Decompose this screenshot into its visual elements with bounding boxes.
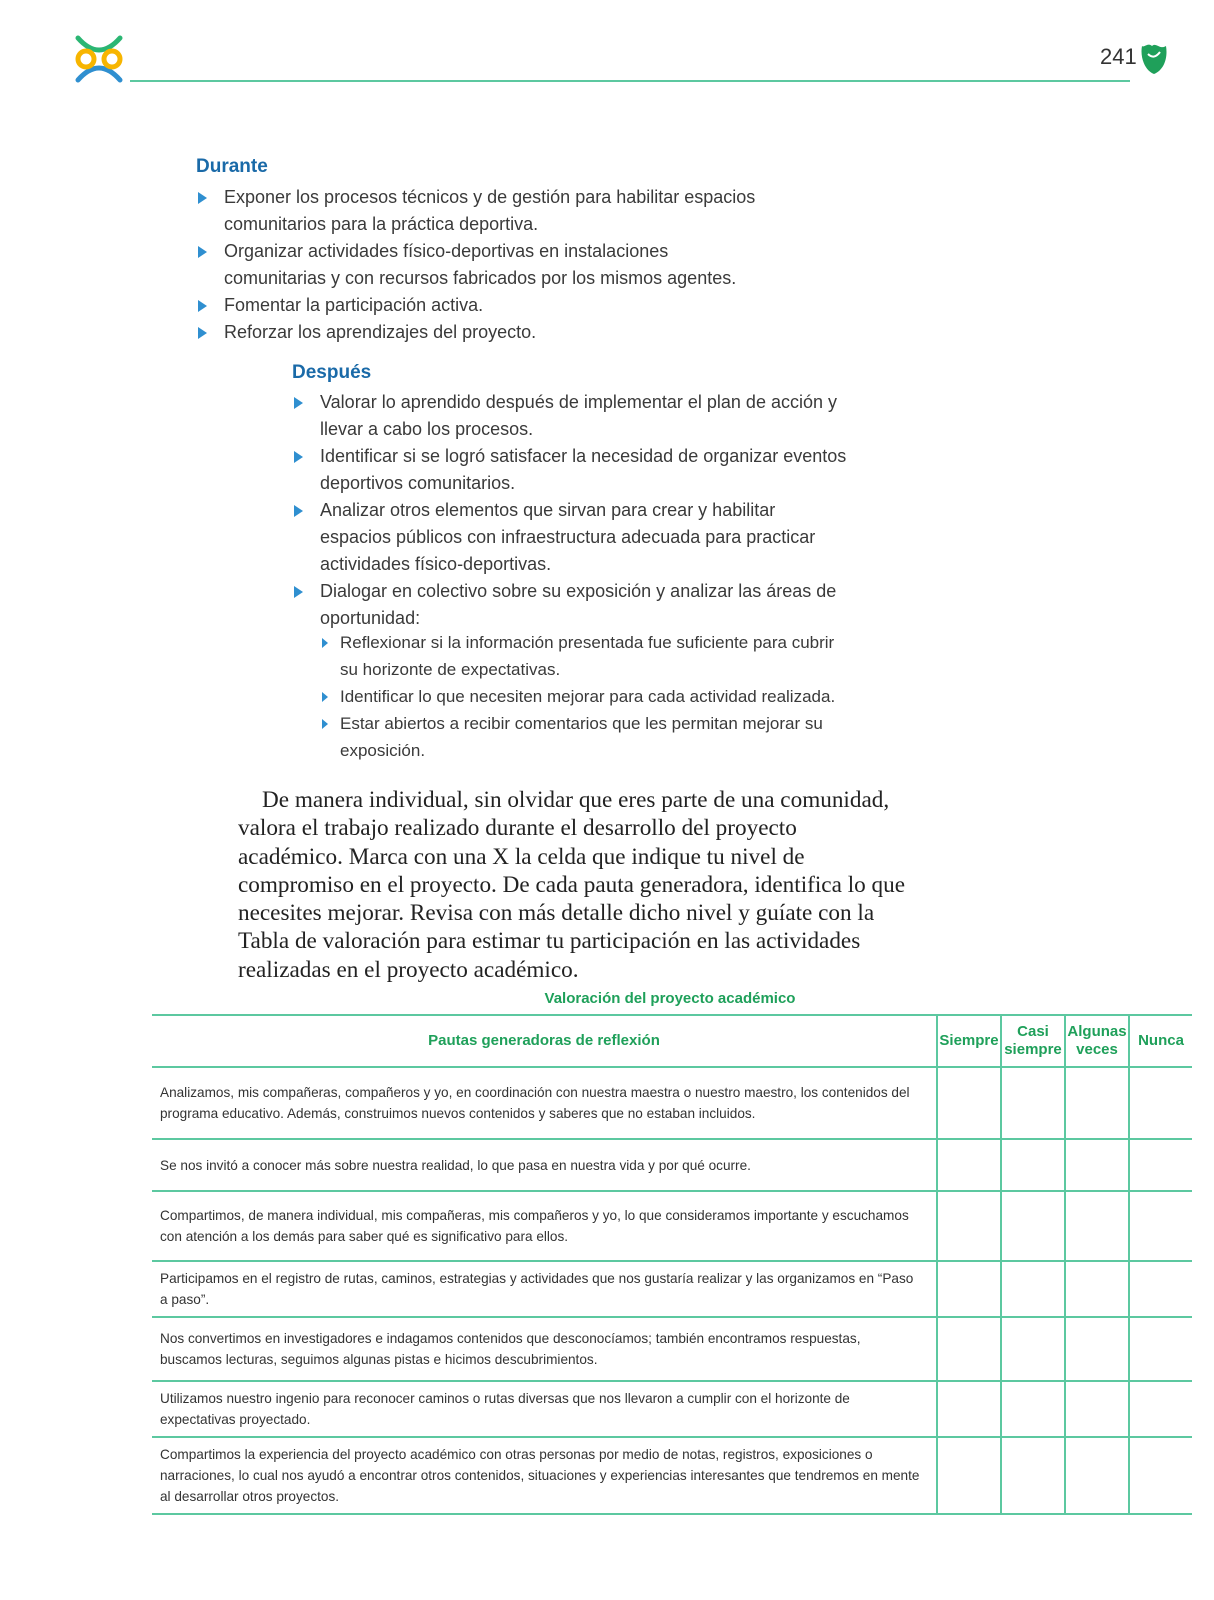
bullet-arrow-icon bbox=[198, 192, 207, 204]
list-item: Identificar lo que necesiten mejorar para cada actividad realizada. bbox=[320, 683, 855, 710]
table-row bbox=[152, 1437, 1192, 1514]
cell-casi-siempre[interactable] bbox=[1001, 1437, 1065, 1514]
list-item: Fomentar la participación activa. bbox=[196, 292, 756, 319]
durante-list bbox=[196, 184, 756, 346]
cell-nunca[interactable] bbox=[1129, 1317, 1192, 1381]
bullet-arrow-icon bbox=[198, 300, 207, 312]
list-item: Reforzar los aprendizajes del proyecto. bbox=[196, 319, 756, 346]
cell-casi-siempre[interactable] bbox=[1001, 1191, 1065, 1261]
table-row bbox=[152, 1191, 1192, 1261]
cell-siempre[interactable] bbox=[937, 1139, 1001, 1191]
cell-casi-siempre[interactable] bbox=[1001, 1381, 1065, 1437]
bullet-arrow-icon bbox=[322, 638, 328, 648]
cell-algunas-veces[interactable] bbox=[1065, 1261, 1129, 1317]
cell-algunas-veces[interactable] bbox=[1065, 1067, 1129, 1139]
bullet-arrow-icon bbox=[294, 451, 303, 463]
cell-siempre[interactable] bbox=[937, 1067, 1001, 1139]
bullet-arrow-icon bbox=[294, 586, 303, 598]
row-text: Compartimos, de manera individual, mis compañeras, mis compañeros y yo, lo que consideramos importante y escuchamos con atención a los demás para saber qué es significativo para ellos. bbox=[152, 1191, 937, 1261]
table-row bbox=[152, 1381, 1192, 1437]
header-algunas-veces: Algunas veces bbox=[1065, 1015, 1129, 1067]
bullet-arrow-icon bbox=[198, 246, 207, 258]
header-siempre: Siempre bbox=[937, 1015, 1001, 1067]
cell-casi-siempre[interactable] bbox=[1001, 1067, 1065, 1139]
header-casi-siempre: Casi siempre bbox=[1001, 1015, 1065, 1067]
list-item: Analizar otros elementos que sirvan para crear y habilitar espacios públicos con infraestructura adecuada para practicar actividades físico-deportivas. bbox=[292, 497, 847, 578]
cell-siempre[interactable] bbox=[937, 1191, 1001, 1261]
row-text: Utilizamos nuestro ingenio para reconocer caminos o rutas diversas que nos llevaron a cumplir con el horizonte de expectativas proyectado. bbox=[152, 1381, 937, 1437]
list-item: Estar abiertos a recibir comentarios que les permitan mejorar su exposición. bbox=[320, 710, 855, 764]
page-number: 241 bbox=[1100, 44, 1137, 69]
cell-algunas-veces[interactable] bbox=[1065, 1317, 1129, 1381]
row-text: Analizamos, mis compañeras, compañeros y yo, en coordinación con nuestra maestra o nuestro maestro, los contenidos del programa educativo. Además, construimos nuevos contenidos y saberes que no estaban incluidos. bbox=[152, 1067, 937, 1139]
header-rule bbox=[130, 80, 1130, 82]
cell-nunca[interactable] bbox=[1129, 1437, 1192, 1514]
cell-casi-siempre[interactable] bbox=[1001, 1317, 1065, 1381]
cell-algunas-veces[interactable] bbox=[1065, 1381, 1129, 1437]
valoracion-table bbox=[152, 1014, 1192, 1515]
cell-siempre[interactable] bbox=[937, 1317, 1001, 1381]
cell-nunca[interactable] bbox=[1129, 1139, 1192, 1191]
table-row bbox=[152, 1067, 1192, 1139]
cell-nunca[interactable] bbox=[1129, 1067, 1192, 1139]
leaf-icon bbox=[1138, 40, 1170, 76]
table-row bbox=[152, 1139, 1192, 1191]
table-row bbox=[152, 1261, 1192, 1317]
list-item: Identificar si se logró satisfacer la necesidad de organizar eventos deportivos comunitarios. bbox=[292, 443, 847, 497]
list-item: Dialogar en colectivo sobre su exposición y analizar las áreas de oportunidad: bbox=[292, 578, 847, 632]
list-item: Reflexionar si la información presentada fue suficiente para cubrir su horizonte de expectativas. bbox=[320, 629, 855, 683]
cell-siempre[interactable] bbox=[937, 1437, 1001, 1514]
bullet-arrow-icon bbox=[198, 327, 207, 339]
cell-nunca[interactable] bbox=[1129, 1381, 1192, 1437]
bullet-arrow-icon bbox=[322, 719, 328, 729]
logo-icon bbox=[72, 32, 126, 86]
bullet-arrow-icon bbox=[294, 397, 303, 409]
cell-siempre[interactable] bbox=[937, 1381, 1001, 1437]
row-text: Compartimos la experiencia del proyecto académico con otras personas por medio de notas, registros, exposiciones o narraciones, lo cual nos ayudó a encontrar otros contenidos, situaciones y experiencias interesantes que tendremos en mente al desarrollar otros proyectos. bbox=[152, 1437, 937, 1514]
cell-siempre[interactable] bbox=[937, 1261, 1001, 1317]
cell-algunas-veces[interactable] bbox=[1065, 1139, 1129, 1191]
bullet-arrow-icon bbox=[322, 692, 328, 702]
row-text: Participamos en el registro de rutas, caminos, estrategias y actividades que nos gustaría realizar y las organizamos en “Paso a paso”. bbox=[152, 1261, 937, 1317]
despues-title: Después bbox=[292, 362, 372, 383]
row-text: Se nos invitó a conocer más sobre nuestra realidad, lo que pasa en nuestra vida y por qué ocurre. bbox=[152, 1139, 937, 1191]
list-item: Exponer los procesos técnicos y de gestión para habilitar espacios comunitarios para la práctica deportiva. bbox=[196, 184, 756, 238]
cell-casi-siempre[interactable] bbox=[1001, 1139, 1065, 1191]
despues-sublist bbox=[320, 629, 855, 764]
table-title: Valoración del proyecto académico bbox=[544, 990, 796, 1007]
despues-list bbox=[292, 389, 847, 632]
list-item: Organizar actividades físico-deportivas en instalaciones comunitarias y con recursos fabricados por los mismos agentes. bbox=[196, 238, 756, 292]
cell-nunca[interactable] bbox=[1129, 1191, 1192, 1261]
cell-casi-siempre[interactable] bbox=[1001, 1261, 1065, 1317]
header-nunca: Nunca bbox=[1129, 1015, 1192, 1067]
instructions-paragraph: De manera individual, sin olvidar que eres parte de una comunidad, valora el trabajo realizado durante el desarrollo del proyecto académico. Marca con una X la celda que indique tu nivel de compromiso en el proyecto. De cada pauta generadora, identifica lo que necesites mejorar. Revisa con más detalle dicho nivel y guíate con la Tabla de valoración para estimar tu participación en las actividades realizadas en el proyecto académico. bbox=[238, 787, 906, 983]
cell-algunas-veces[interactable] bbox=[1065, 1437, 1129, 1514]
table-header-row bbox=[152, 1015, 1192, 1067]
row-text: Nos convertimos en investigadores e indagamos contenidos que desconocíamos; también encontramos respuestas, buscamos lecturas, seguimos algunas pistas e hicimos descubrimientos. bbox=[152, 1317, 937, 1381]
cell-algunas-veces[interactable] bbox=[1065, 1191, 1129, 1261]
durante-title: Durante bbox=[196, 156, 268, 177]
table-row bbox=[152, 1317, 1192, 1381]
list-item: Valorar lo aprendido después de implementar el plan de acción y llevar a cabo los procesos. bbox=[292, 389, 847, 443]
cell-nunca[interactable] bbox=[1129, 1261, 1192, 1317]
header-pautas: Pautas generadoras de reflexión bbox=[152, 1015, 937, 1067]
bullet-arrow-icon bbox=[294, 505, 303, 517]
